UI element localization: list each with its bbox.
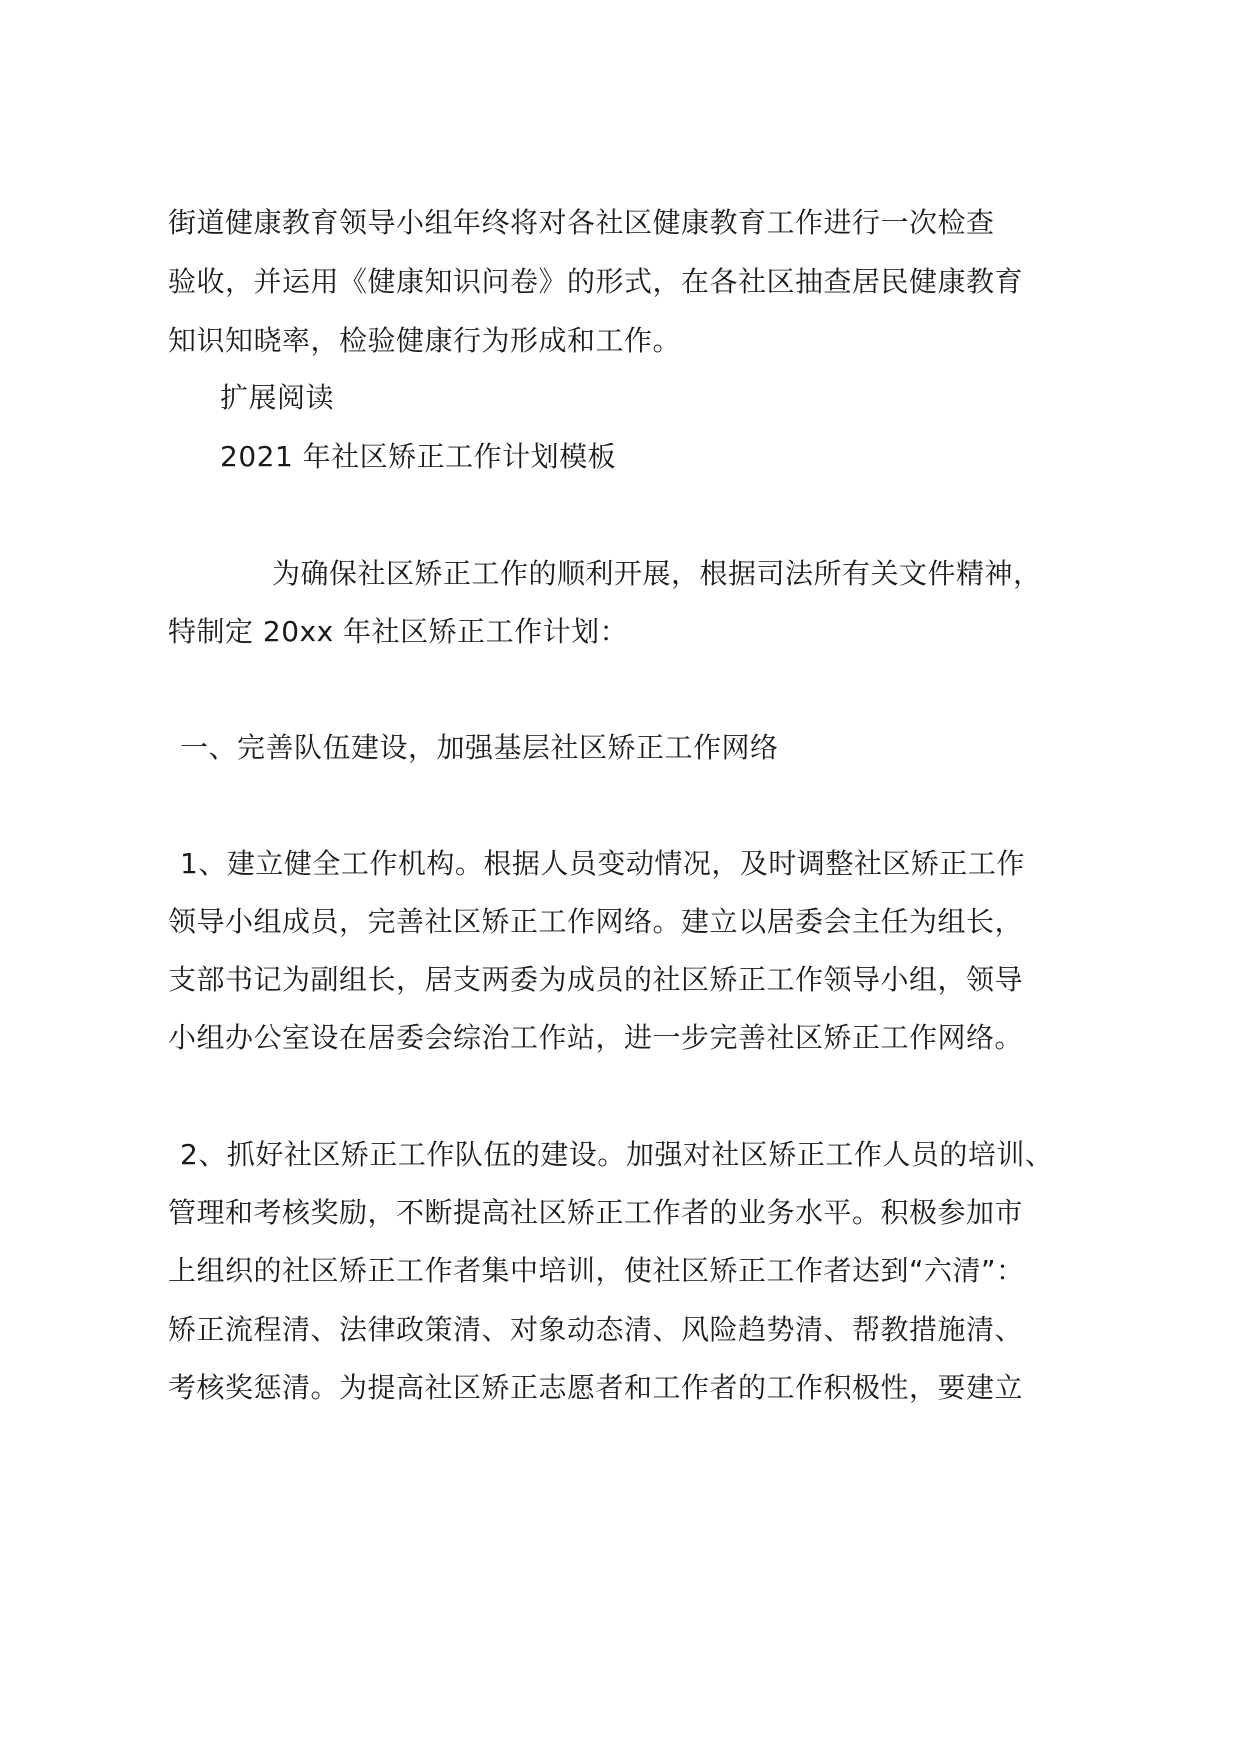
body-text-line: 矫正流程清、法律政策清、对象动态清、风险趋势清、帮教措施清、 <box>168 1313 1024 1346</box>
body-text-line: 验收，并运用《健康知识问卷》的形式，在各社区抽查居民健康教育 <box>168 265 1024 298</box>
body-text-line: 管理和考核奖励，不断提高社区矫正工作者的业务水平。积极参加市 <box>168 1196 1024 1229</box>
body-text-line: 知识知晓率，检验健康行为形成和工作。 <box>168 324 682 357</box>
body-text-line: 1、建立健全工作机构。根据人员变动情况，及时调整社区矫正工作 <box>180 847 1025 880</box>
body-text-line: 街道健康教育领导小组年终将对各社区健康教育工作进行一次检查 <box>168 206 995 239</box>
body-text-line: 上组织的社区矫正工作者集中培训，使社区矫正工作者达到“六清”： <box>168 1254 1025 1287</box>
body-text-line: 特制定 20xx 年社区矫正工作计划： <box>168 615 629 648</box>
body-text-line: 小组办公室设在居委会综治工作站，进一步完善社区矫正工作网络。 <box>168 1021 1024 1054</box>
section-heading: 扩展阅读 <box>220 381 335 414</box>
body-text-line: 为确保社区矫正工作的顺利开展，根据司法所有关文件精神， <box>272 557 1042 590</box>
body-text-line: 2、抓好社区矫正工作队伍的建设。加强对社区矫正工作人员的培训、 <box>180 1138 1054 1171</box>
article-title: 2021 年社区矫正工作计划模板 <box>220 440 617 473</box>
body-text-line: 领导小组成员，完善社区矫正工作网络。建立以居委会主任为组长， <box>168 905 1024 938</box>
body-text-line: 考核奖惩清。为提高社区矫正志愿者和工作者的工作积极性，要建立 <box>168 1371 1024 1404</box>
body-text-line: 支部书记为副组长，居支两委为成员的社区矫正工作领导小组，领导 <box>168 963 1024 996</box>
section-heading: 一、完善队伍建设，加强基层社区矫正工作网络 <box>180 731 779 764</box>
